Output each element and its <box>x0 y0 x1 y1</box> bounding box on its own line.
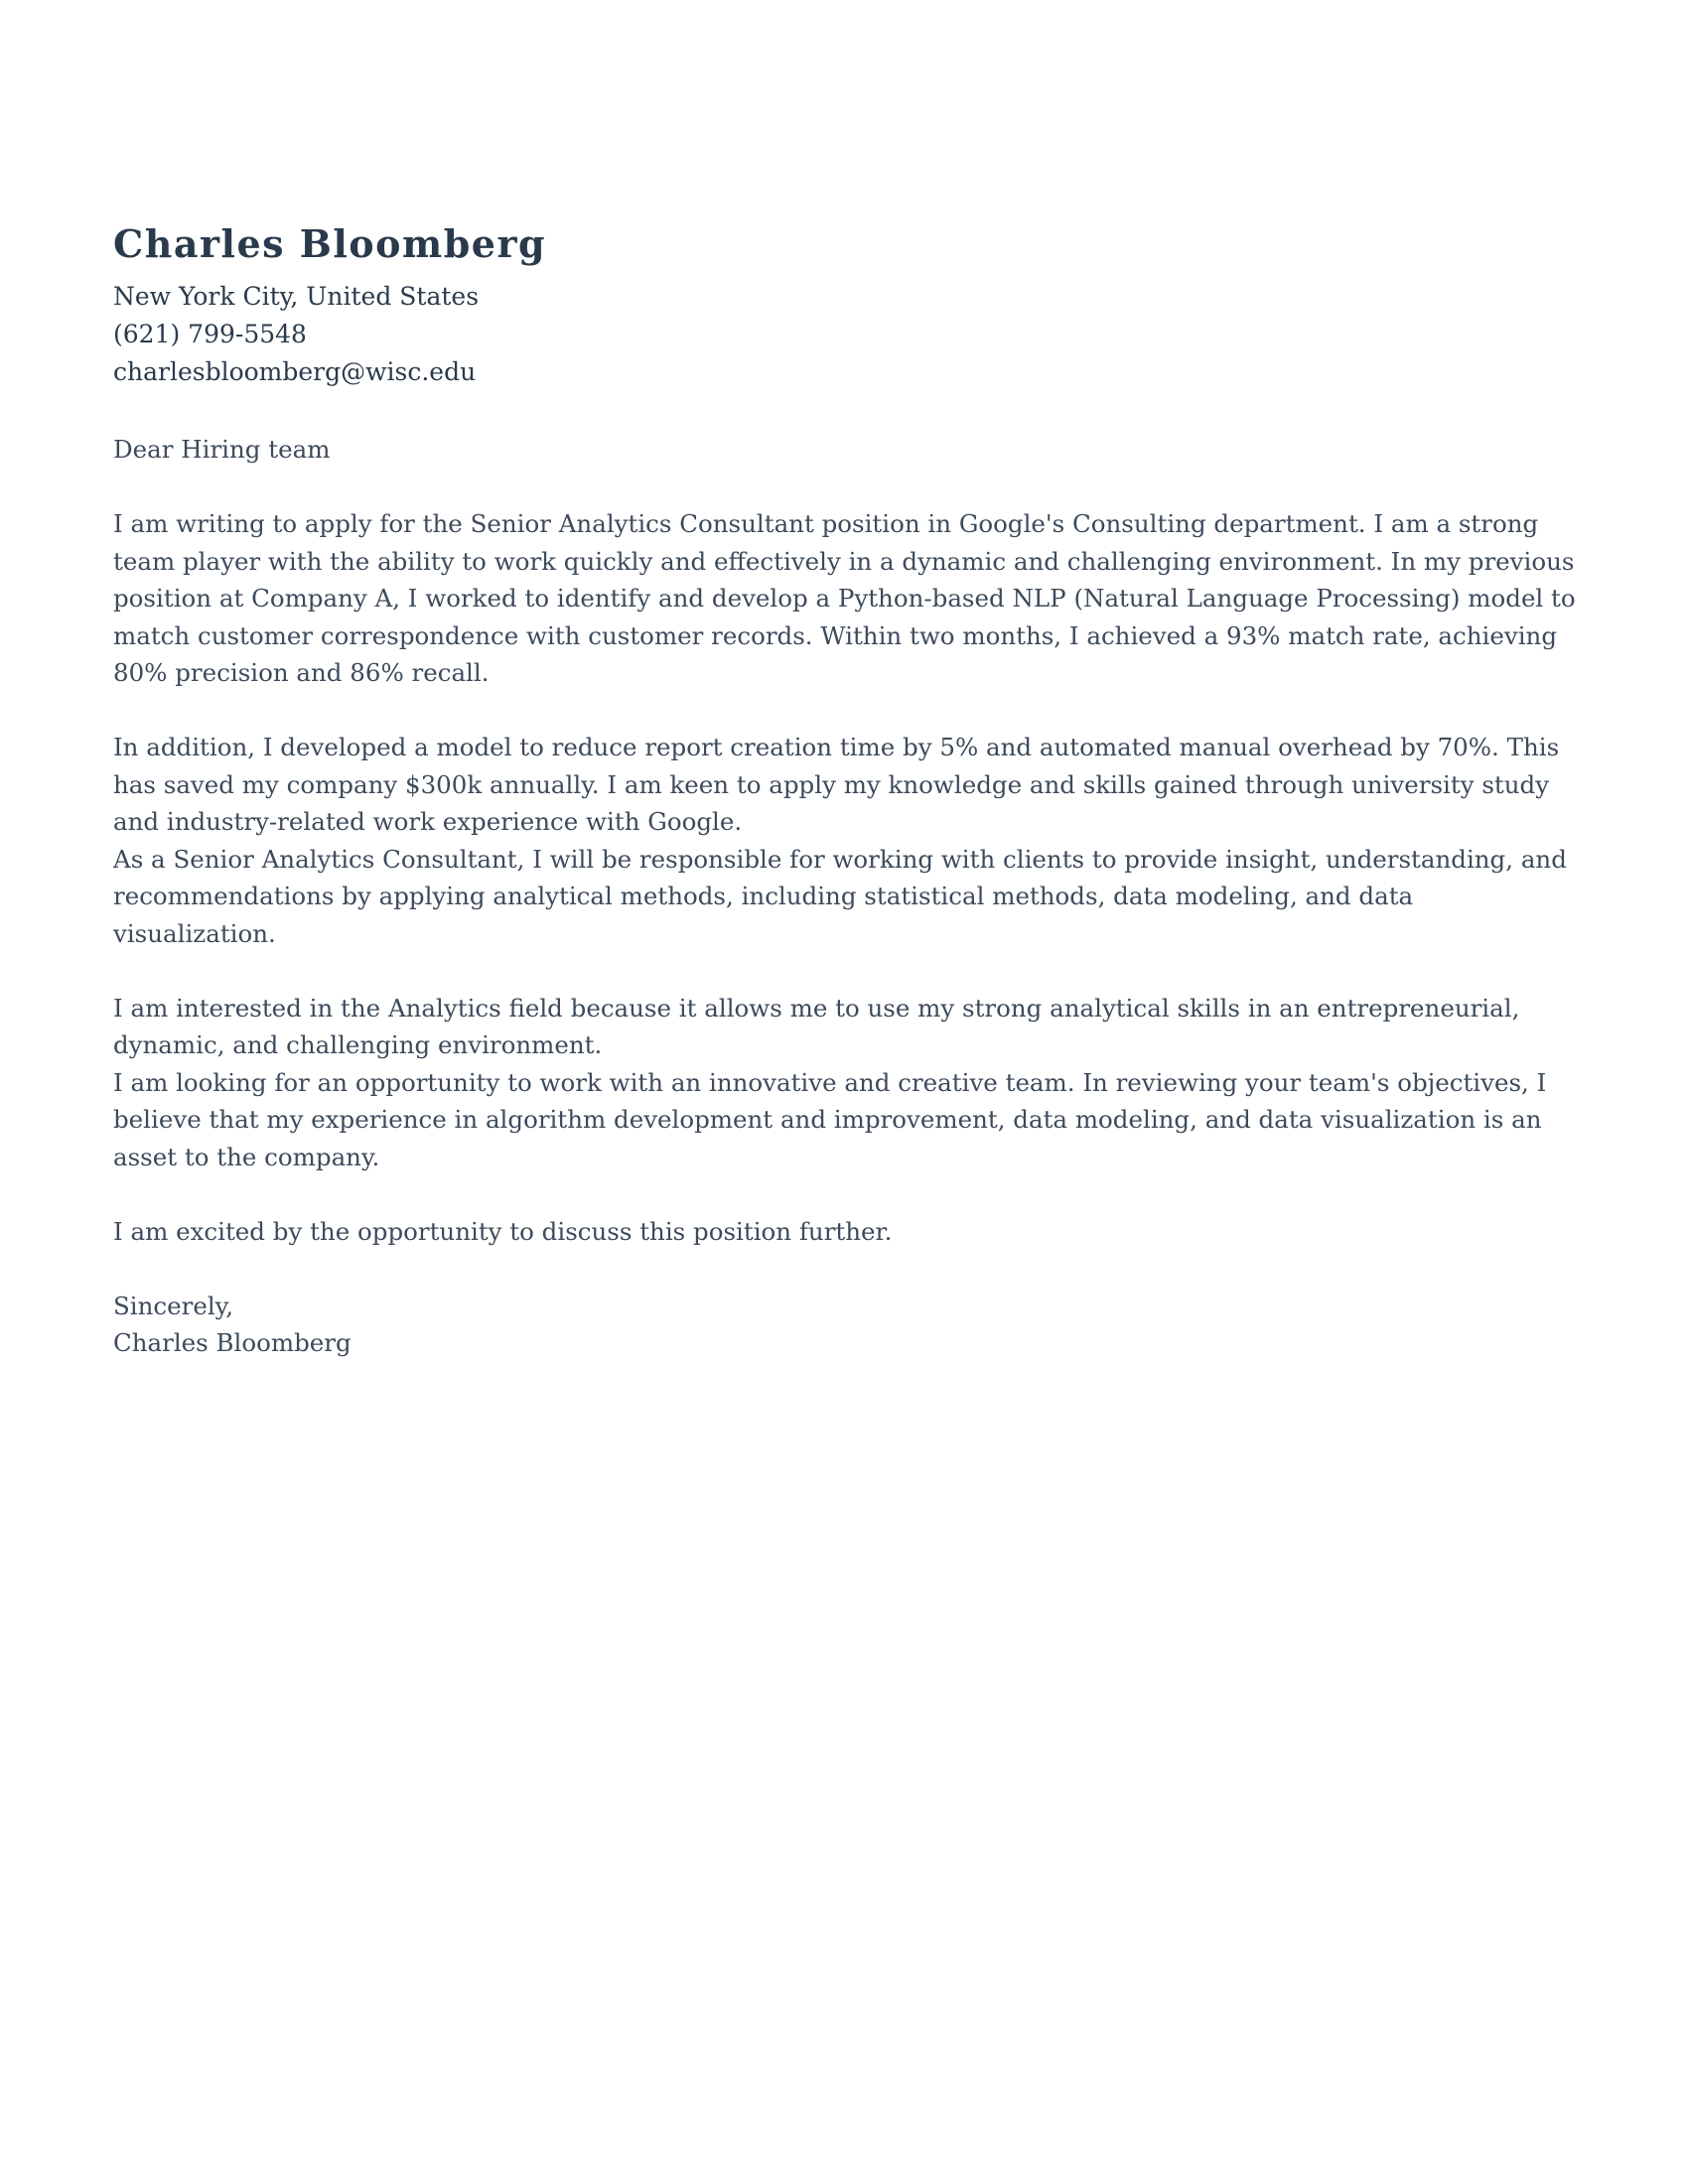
paragraph-2a-text: In addition, I developed a model to reduce report creation time by 5% and automated manual overhead by 70%. This has saved my company $300k annually. I am keen to apply my knowledge and skills gained through university study and industry-related work experience with Google. <box>113 733 1560 836</box>
closing-text: Sincerely, <box>113 1291 234 1320</box>
location-text: New York City, United States <box>113 282 480 311</box>
paragraph-4-text: I am excited by the opportunity to discuss this position further. <box>113 1216 893 1246</box>
paragraph-2b-text: As a Senior Analytics Consultant, I will be responsible for working with clients to provide insight, understanding, and recommendations by applying analytical methods, including statistical methods, data modeling, and data visualization. <box>113 844 1567 948</box>
cover-letter <box>113 218 1583 1362</box>
contact-block <box>113 278 1583 391</box>
salutation: Dear Hiring team <box>113 435 331 464</box>
paragraph-3 <box>113 990 1583 1176</box>
paragraph-3a-text: I am interested in the Analytics field because it allows me to use my strong analytical skills in an entrepreneurial, dynamic, and challenging environment. <box>113 993 1520 1059</box>
paragraph-4 <box>113 1213 1583 1251</box>
paragraph-1-text: I am writing to apply for the Senior Analytics Consultant position in Google's Consulting department. I am a strong team player with the ability to work quickly and effectively in a dynamic and challenging environment. In my previous position at Company A, I worked to identify and develop a Python-based NLP (Natural Language Processing) model to match customer correspondence with customer records. Within two months, I achieved a 93% match rate, achieving 80% precision and 86% recall. <box>113 509 1576 687</box>
email-text: charlesbloomberg@wisc.edu <box>113 357 477 386</box>
signature-text: Charles Bloomberg <box>113 1328 352 1357</box>
paragraph-2 <box>113 729 1583 952</box>
paragraph-1 <box>113 505 1583 692</box>
applicant-name: Charles Bloomberg <box>113 221 547 266</box>
phone-text: (621) 799-5548 <box>113 320 307 348</box>
closing-block <box>113 1288 1583 1362</box>
paragraph-3b-text: I am looking for an opportunity to work with an innovative and creative team. In reviewing your team's objectives, I believe that my experience in algorithm development and improvement, data modeling, and data visualization is an asset to the company. <box>113 1067 1547 1171</box>
letter-body <box>113 431 1583 1362</box>
